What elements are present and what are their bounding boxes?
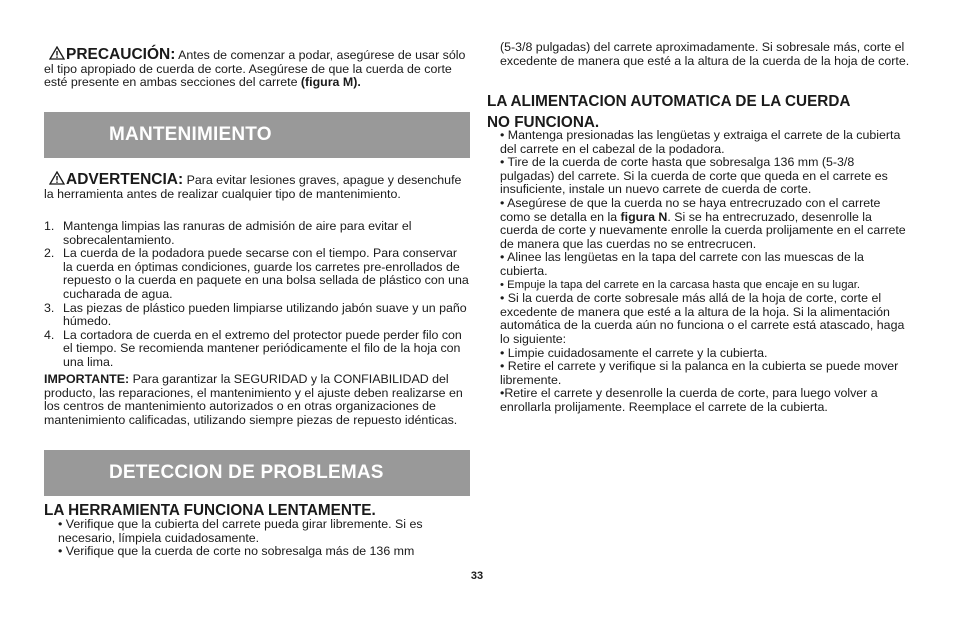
list-item: • Verifique que la cuerda de corte no sobresalga más de 136 mm	[58, 544, 415, 559]
item-number: 4.	[44, 327, 55, 342]
slow-continued: (5-3/8 pulgadas) del carrete aproximadamente. Si sobresale más, corte el excedente de manera que esté a la altura de la cuerda de la hoja de corte.	[500, 40, 910, 68]
precaution-text: Antes de comenzar a podar, asegúrese de usar sólo el tipo apropiado de cuerda de corte. Asegúrese de que la cuerda de corte esté presente en ambas secciones del carrete	[44, 48, 466, 90]
precaution-figure-ref: (figura M).	[300, 75, 361, 90]
auto-feed-heading	[487, 91, 917, 133]
list-item: • Mantenga presionadas las lengüetas y extraiga el carrete de la cubierta del carrete en el cabezal de la podadora.	[500, 128, 901, 156]
precaution-label: PRECAUCIÓN:	[66, 46, 176, 63]
slow-heading: LA HERRAMIENTA FUNCIONA LENTAMENTE.	[44, 502, 376, 519]
warning-triangle-icon	[49, 46, 65, 60]
auto-feed-heading-line2: NO FUNCIONA.	[487, 114, 600, 131]
item-text: Mantenga limpias las ranuras de admisión de aire para evitar el sobrecalentamiento.	[63, 219, 412, 247]
auto-feed-heading-line1: LA ALIMENTACION AUTOMATICA DE LA CUERDA	[487, 93, 851, 110]
list-item	[44, 247, 470, 301]
item-text-pre: • Asegúrese de que la cuerda no se haya entrecruzado con el carrete como se detalla en la	[500, 195, 881, 224]
warning-label: ADVERTENCIA:	[66, 171, 184, 188]
warning-triangle-icon	[49, 171, 65, 185]
precaution-paragraph	[44, 46, 470, 90]
page-number: 33	[470, 570, 484, 582]
item-number: 1.	[44, 219, 55, 233]
list-item: • Alinee las lengüetas en la tapa del carrete con las muescas de la cubierta.	[500, 250, 864, 278]
figure-n-ref: figura N	[620, 209, 668, 224]
maintenance-list	[44, 220, 470, 370]
auto-feed-items	[500, 129, 912, 414]
important-label: IMPORTANTE:	[44, 372, 130, 386]
list-item	[44, 302, 470, 329]
list-item: • Tire de la cuerda de corte hasta que sobresalga 136 mm (5-3/8 pulgadas) del carrete. Si la cuerda de corte que queda en el carrete es insuficiente, instale un nuevo carrete de cuerda de corte.	[500, 155, 888, 197]
item-text: La cuerda de la podadora puede secarse con el tiempo. Para conservar la cuerda en óptimas condiciones, guarde los carretes pre-enrollados de repuesto o la cuerda en paquete en una bolsa sellada de plástico con una cucharada de agua.	[63, 246, 469, 301]
item-text-post: . Si se ha entrecruzado, desenrolle la cuerda de corte y nuevamente enrolle la cuerda prolijamente en el carrete de manera que las cuerdas no se entrecrucen.	[500, 209, 906, 251]
list-item: • Retire el carrete y verifique si la palanca en la cubierta se puede mover libremente.	[500, 359, 899, 387]
list-item	[44, 329, 470, 370]
list-item: • Verifique que la cubierta del carrete pueda girar libremente. Si es necesario, límpiela cuidadosamente.	[58, 517, 423, 545]
item-text: La cortadora de cuerda en el extremo del protector puede perder filo con el tiempo. Se recomienda mantener periódicamente el filo de la hoja con una lima.	[63, 327, 462, 369]
list-item: • Empuje la tapa del carrete en la carcasa hasta que encaje en su lugar.	[500, 278, 861, 291]
important-text: Para garantizar la SEGURIDAD y la CONFIABILIDAD del producto, las reparaciones, el mantenimiento y el ajuste deben realizarse en los centros de mantenimiento autorizados o en otras organizaciones de mantenimiento calificadas, utilizando siempre piezas de repuesto idénticas.	[44, 372, 463, 427]
item-number: 3.	[44, 300, 55, 315]
item-text: Las piezas de plástico pueden limpiarse utilizando jabón suave y un paño húmedo.	[63, 300, 467, 329]
important-paragraph	[44, 373, 470, 427]
list-item: • Si la cuerda de corte sobresale más allá de la hoja de corte, corte el excedente de manera que esté a la altura de la hoja. Si la alimentación automática de la cuerda aún no funciona o el carrete está atascado, haga lo siguiente:	[500, 291, 905, 346]
warning-paragraph	[44, 171, 470, 201]
slow-items	[44, 518, 470, 559]
maintenance-heading: MANTENIMIENTO	[44, 112, 470, 158]
list-item	[44, 220, 470, 247]
list-item: •Retire el carrete y desenrolle la cuerda de corte, para luego volver a enrollarla prolijamente. Reemplace el carrete de la cubierta.	[500, 386, 878, 414]
warning-text: Para evitar lesiones graves, apague y desenchufe la herramienta antes de realizar cualquier tipo de mantenimiento.	[44, 173, 462, 201]
troubleshooting-heading: DETECCION DE PROBLEMAS	[44, 450, 470, 496]
list-item: • Limpie cuidadosamente el carrete y la cubierta.	[500, 345, 768, 360]
item-number: 2.	[44, 246, 55, 261]
list-item	[500, 197, 912, 251]
